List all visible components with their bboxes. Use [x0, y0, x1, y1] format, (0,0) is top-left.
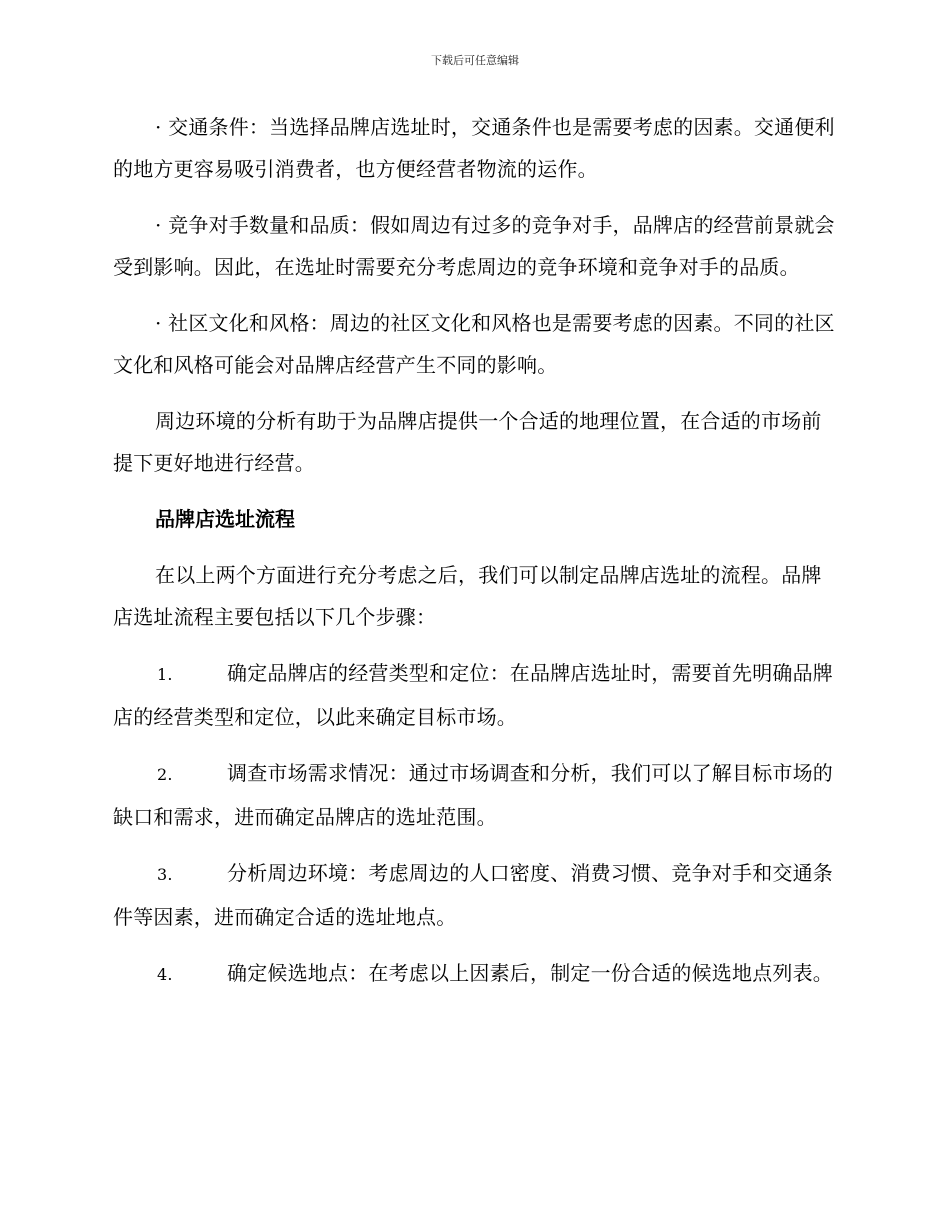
step-item: [113, 752, 835, 838]
step-item: [113, 852, 835, 938]
intro-paragraph: 在以上两个方面进行充分考虑之后，我们可以制定品牌店选址的流程。品牌店选址流程主要包括以下几个步骤：: [113, 563, 822, 629]
summary-paragraph: 周边环境的分析有助于为品牌店提供一个合适的地理位置，在合适的市场前提下更好地进行经营。: [113, 409, 822, 475]
section-heading: 品牌店选址流程: [155, 507, 295, 531]
step-item: [113, 652, 835, 738]
bullet-competitors: · 竞争对手数量和品质：假如周边有过多的竞争对手，品牌店的经营前景就会受到影响。因此，在选址时需要充分考虑周边的竞争环境和竞争对手的品质。: [113, 213, 835, 279]
step-text: 确定品牌店的经营类型和定位：在品牌店选址时，需要首先明确品牌店的经营类型和定位，以此来确定目标市场。: [113, 661, 833, 729]
step-number: 3.: [157, 865, 173, 884]
step-text: 确定候选地点：在考虑以上因素后，制定一份合适的候选地点列表。: [227, 961, 833, 985]
step-number: 1.: [157, 665, 173, 684]
step-number: 2.: [157, 765, 173, 784]
step-item: [113, 952, 835, 996]
step-text: 调查市场需求情况：通过市场调查和分析，我们可以了解目标市场的缺口和需求，进而确定品牌店的选址范围。: [113, 761, 833, 829]
step-number: 4.: [157, 965, 173, 984]
step-text: 分析周边环境：考虑周边的人口密度、消费习惯、竞争对手和交通条件等因素，进而确定合适的选址地点。: [113, 861, 833, 929]
document-body: [113, 106, 835, 1010]
bullet-community: · 社区文化和风格：周边的社区文化和风格也是需要考虑的因素。不同的社区文化和风格可能会对品牌店经营产生不同的影响。: [113, 311, 835, 377]
bullet-traffic: · 交通条件：当选择品牌店选址时，交通条件也是需要考虑的因素。交通便利的地方更容易吸引消费者，也方便经营者物流的运作。: [113, 115, 835, 181]
page-header: 下载后可任意编辑: [431, 54, 519, 67]
